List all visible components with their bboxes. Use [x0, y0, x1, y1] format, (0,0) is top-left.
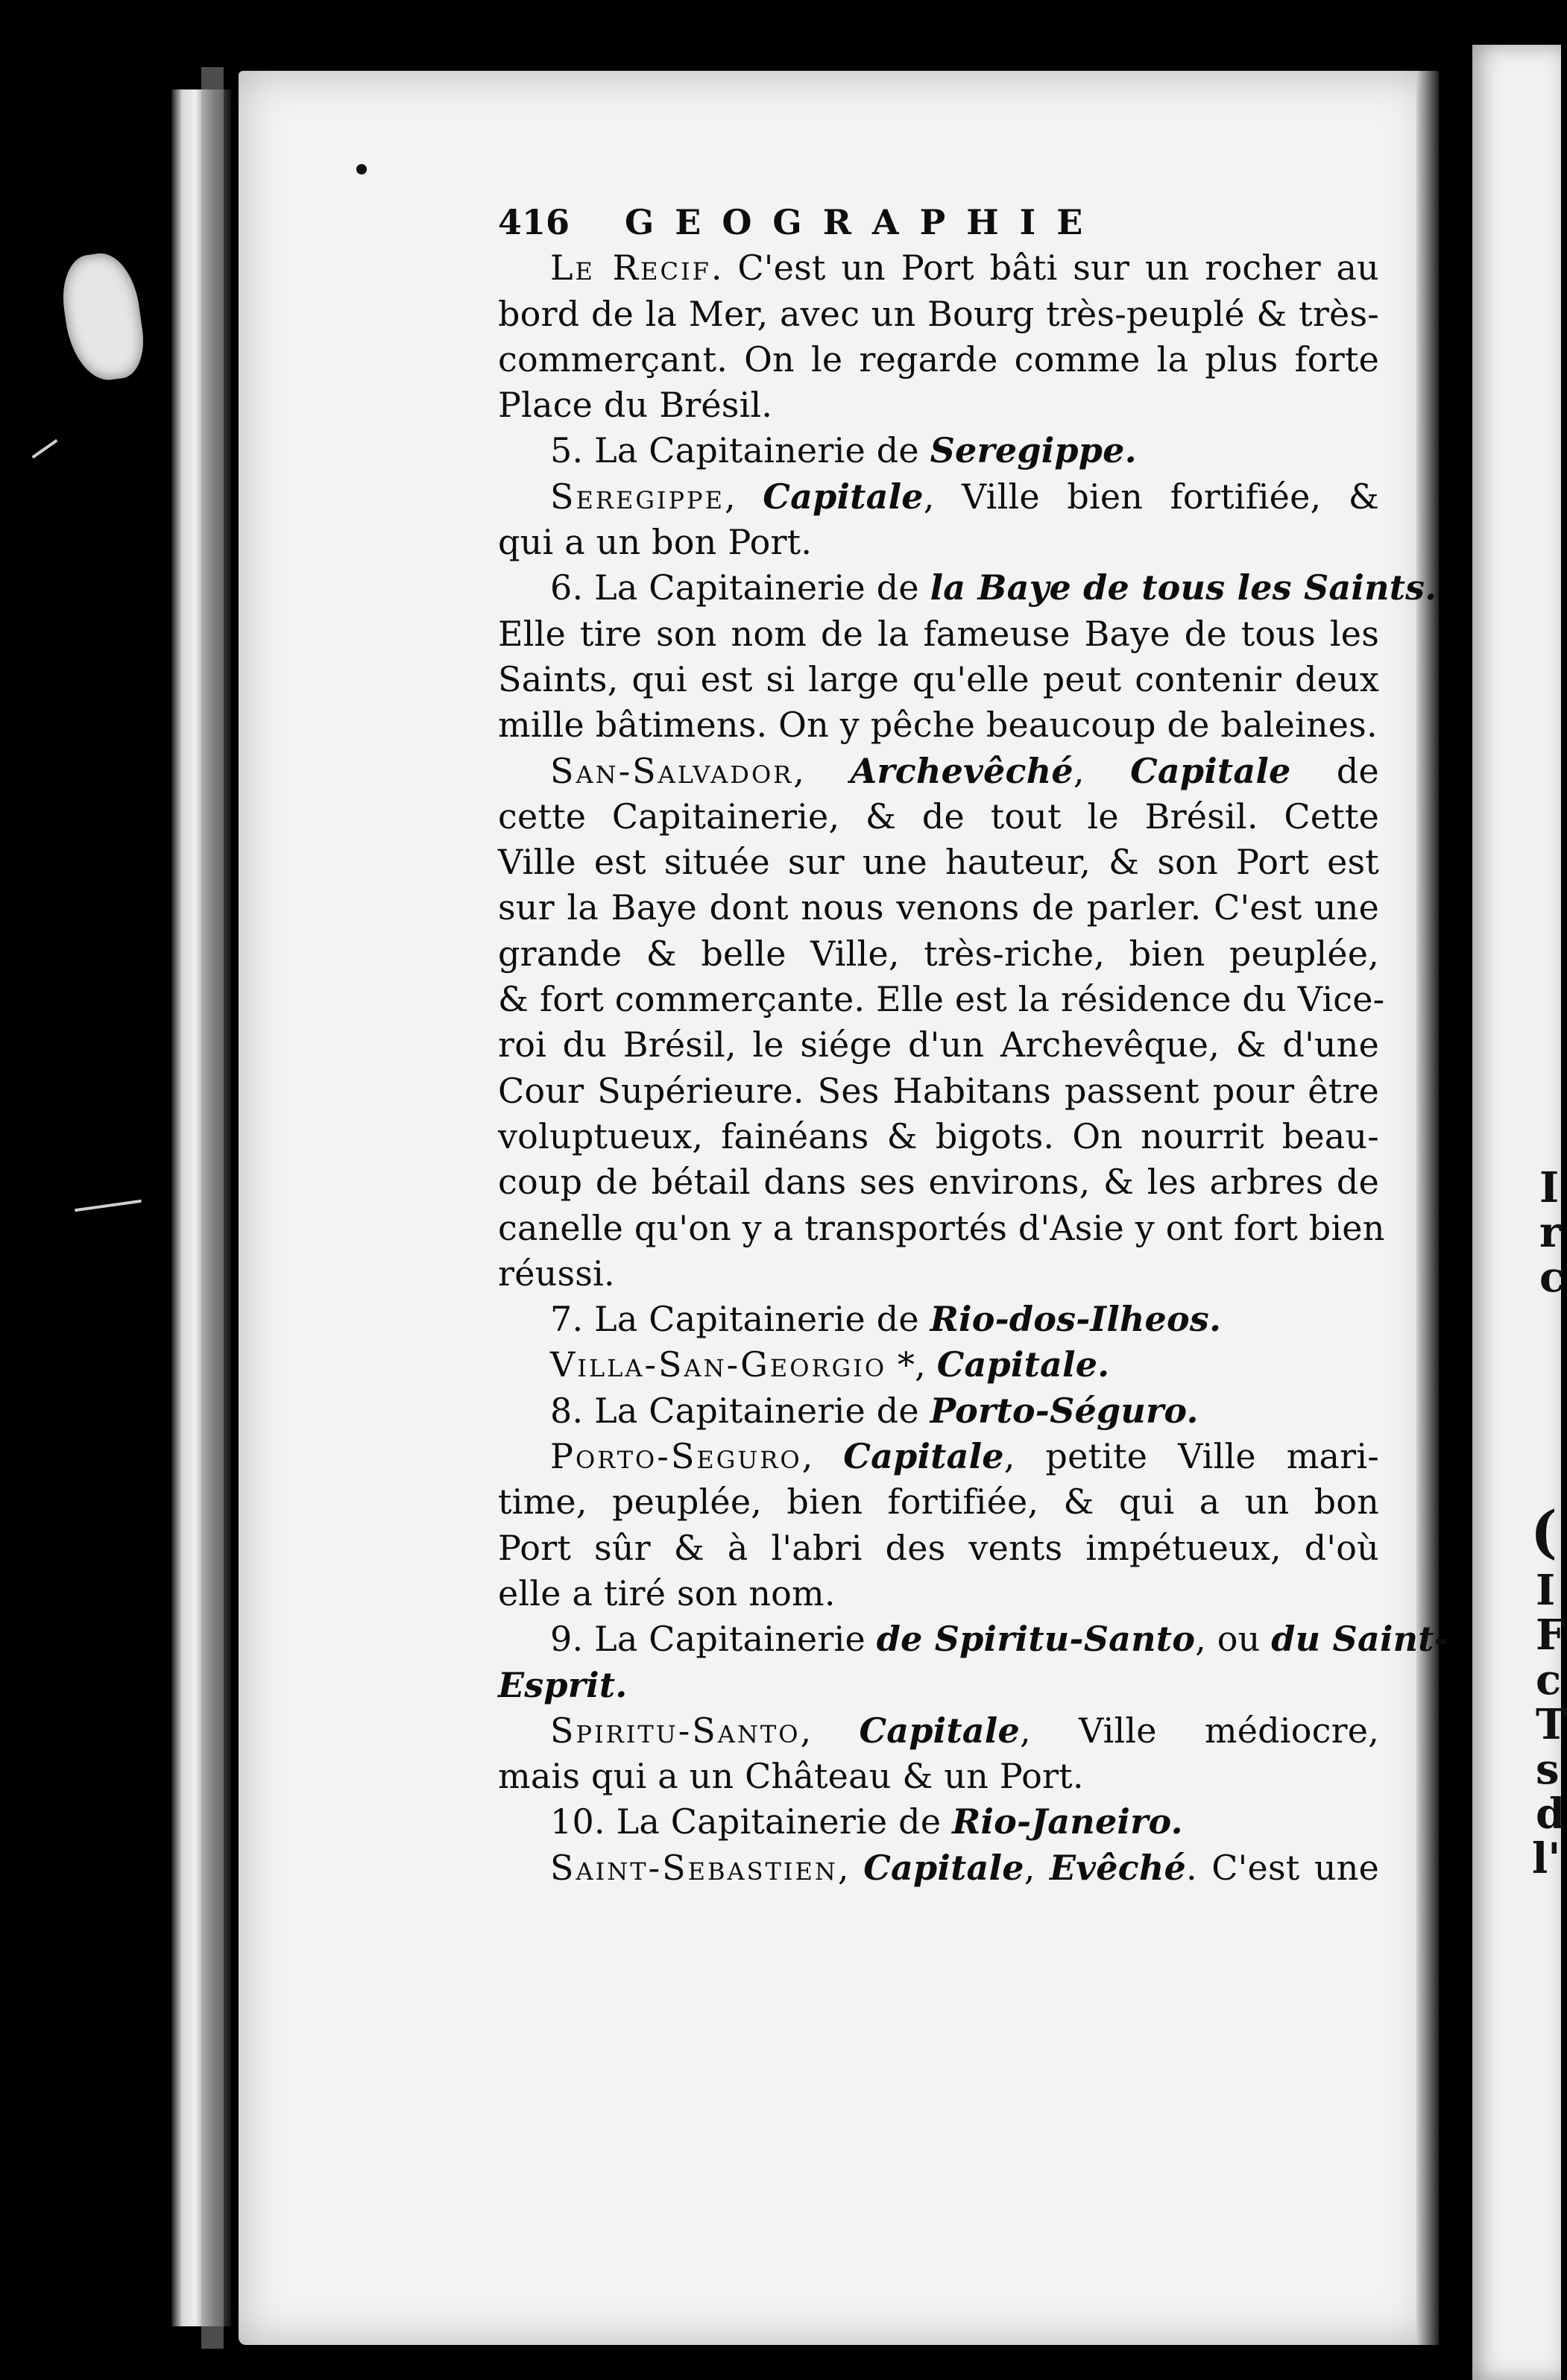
text-run: , Ville médiocre,	[1019, 1710, 1379, 1751]
text-run: , ou	[1195, 1619, 1272, 1660]
text-line	[498, 794, 1379, 840]
page-number: 416	[498, 202, 570, 242]
page-text	[498, 200, 1449, 1891]
text-run: ,	[1073, 750, 1131, 791]
text-run: Seregippe	[550, 476, 725, 517]
text-run: Le Recif	[550, 248, 711, 289]
text-run: roi du Brésil, le siége d'un Archevêque, & d'une	[498, 1024, 1379, 1065]
text-line	[498, 611, 1379, 657]
text-line	[498, 931, 1379, 977]
facing-page-glyph: c	[1539, 1253, 1566, 1302]
text-run: Porto-Séguro.	[930, 1390, 1199, 1431]
text-run: Capitale	[863, 1847, 1024, 1888]
text-line	[498, 1526, 1379, 1571]
facing-page-glyph: (	[1530, 1499, 1557, 1565]
text-run: Port sûr & à l'abri des vents impétueux, d'où	[498, 1527, 1379, 1568]
text-run: qui a un bon Port.	[498, 522, 813, 563]
text-run: Place du Brésil.	[498, 385, 773, 426]
page-edge-shadow	[1416, 71, 1439, 2345]
text-run: Rio-dos-Ilheos.	[930, 1299, 1222, 1340]
facing-page-glyph: s	[1536, 1745, 1560, 1794]
text-line	[498, 1159, 1379, 1205]
facing-page-glyph: I	[1539, 1163, 1560, 1212]
text-run: Capitale.	[936, 1344, 1110, 1385]
text-run: commerçant. On le regarde comme la plus forte	[498, 339, 1379, 380]
text-run: Evêché	[1050, 1847, 1186, 1888]
paper-scrap	[57, 249, 149, 385]
text-line	[498, 520, 1379, 565]
text-run: canelle qu'on y a transportés d'Asie y ont fort bien	[498, 1207, 1385, 1248]
text-line	[498, 1663, 1379, 1708]
text-line	[498, 1022, 1379, 1068]
facing-page-glyph: r	[1539, 1208, 1562, 1257]
text-line	[498, 1571, 1379, 1616]
text-line	[498, 245, 1379, 291]
text-run: de	[1290, 750, 1379, 791]
facing-page-glyph: F	[1536, 1611, 1566, 1660]
text-run: Capitale	[1130, 750, 1291, 791]
text-run: Cour Supérieure. Ses Habitans passent pour être	[498, 1070, 1379, 1111]
text-run: Esprit.	[498, 1664, 628, 1705]
text-run: Seregippe.	[930, 430, 1137, 471]
text-line	[498, 977, 1385, 1022]
text-run: 9. La Capitainerie	[550, 1619, 877, 1660]
text-run: 8. La Capitainerie de	[550, 1390, 930, 1431]
text-run: Porto-Seguro	[550, 1436, 802, 1477]
text-run: ,	[801, 1436, 844, 1477]
text-line	[498, 657, 1379, 702]
facing-page-glyph: T	[1536, 1700, 1567, 1749]
text-line	[498, 840, 1379, 885]
text-line	[498, 1297, 1379, 1342]
text-line	[498, 885, 1379, 931]
text-run: Spiritu-Santo	[550, 1710, 801, 1751]
book-binding-highlight	[201, 67, 224, 2349]
text-run: Elle tire son nom de la fameuse Baye de tous les	[498, 613, 1379, 654]
text-run: ,	[724, 476, 763, 517]
text-run: ,	[800, 1710, 860, 1751]
text-line	[498, 1479, 1379, 1525]
facing-page	[1472, 45, 1567, 2380]
text-run: réussi.	[498, 1253, 615, 1294]
text-run: Ville est située sur une hauteur, & son Port est	[498, 842, 1379, 883]
text-run: la Baye de tous les Saints.	[930, 567, 1437, 608]
text-run: Villa-San-Georgio	[550, 1344, 887, 1385]
text-line	[498, 1342, 1379, 1388]
scan-mark	[31, 439, 57, 459]
ink-spot	[356, 164, 367, 174]
text-run: time, peuplée, bien fortifiée, & qui a un bon	[498, 1482, 1379, 1523]
text-line	[498, 1799, 1379, 1845]
text-line	[498, 1708, 1379, 1754]
text-line	[498, 1754, 1379, 1799]
text-run: , Ville bien fortifiée, &	[923, 476, 1379, 517]
running-title: GEOGRAPHIE	[625, 202, 1104, 242]
text-run: Capitale	[843, 1436, 1004, 1477]
text-line	[498, 1388, 1379, 1434]
text-line	[498, 337, 1379, 382]
text-run: 5. La Capitainerie de	[550, 430, 930, 471]
text-line	[498, 565, 1437, 611]
facing-page-glyph: I	[1536, 1566, 1556, 1615]
text-run: ,	[793, 750, 851, 791]
text-run: elle a tiré son nom.	[498, 1572, 836, 1614]
text-run: coup de bétail dans ses environs, & les arbres de	[498, 1162, 1379, 1203]
text-run: bord de la Mer, avec un Bourg très-peuplé & très-	[498, 293, 1379, 334]
scan-mark	[75, 1200, 142, 1212]
text-run: ,	[837, 1847, 864, 1888]
text-run: & fort commerçante. Elle est la résidence du Vice-	[498, 979, 1385, 1020]
text-run: . C'est une	[1185, 1847, 1379, 1888]
text-line	[498, 1616, 1449, 1662]
text-run: Capitale	[859, 1710, 1020, 1751]
text-run: 6. La Capitainerie de	[550, 567, 930, 608]
text-run: du Saint-	[1271, 1619, 1449, 1660]
text-run: . C'est un Port bâti sur un rocher au	[710, 248, 1379, 289]
body-text	[498, 245, 1449, 1891]
text-run: Rio-Janeiro.	[952, 1801, 1183, 1842]
text-run: mille bâtimens. On y pêche beaucoup de baleines.	[498, 705, 1378, 746]
facing-page-glyph: c	[1536, 1655, 1562, 1704]
facing-page-glyph: l'	[1532, 1834, 1561, 1883]
text-line	[498, 749, 1379, 794]
text-run: Capitale	[763, 476, 924, 517]
text-line	[498, 292, 1379, 337]
page-header	[498, 200, 1379, 245]
text-line	[498, 1114, 1379, 1159]
text-run: San-Salvador	[550, 750, 794, 791]
text-run: Archevêché	[850, 750, 1073, 791]
text-run: Saints, qui est si large qu'elle peut contenir deux	[498, 658, 1379, 699]
facing-page-glyph: d	[1536, 1789, 1566, 1839]
text-run: Saint-Sebastien	[550, 1847, 838, 1888]
text-line	[498, 702, 1379, 748]
text-run: voluptueux, fainéans & bigots. On nourrit beau-	[498, 1115, 1379, 1156]
text-run: *,	[886, 1344, 937, 1385]
text-run: grande & belle Ville, très-riche, bien peuplée,	[498, 933, 1379, 974]
text-line	[498, 382, 1379, 428]
text-run: cette Capitainerie, & de tout le Brésil. Cette	[498, 796, 1379, 837]
text-run: , petite Ville mari-	[1003, 1436, 1379, 1477]
text-line	[498, 1068, 1379, 1114]
text-run: mais qui a un Château & un Port.	[498, 1756, 1084, 1797]
text-run: 7. La Capitainerie de	[550, 1299, 930, 1340]
text-line	[498, 1434, 1379, 1479]
text-line	[498, 1251, 1379, 1297]
text-line	[498, 1845, 1379, 1891]
text-line	[498, 1206, 1385, 1251]
text-run: sur la Baye dont nous venons de parler. C'est une	[498, 887, 1379, 928]
text-run: ,	[1024, 1847, 1050, 1888]
text-line	[498, 428, 1379, 473]
text-run: de Spiritu-Santo	[876, 1619, 1196, 1660]
text-run: 10. La Capitainerie de	[550, 1801, 953, 1842]
text-line	[498, 474, 1379, 520]
